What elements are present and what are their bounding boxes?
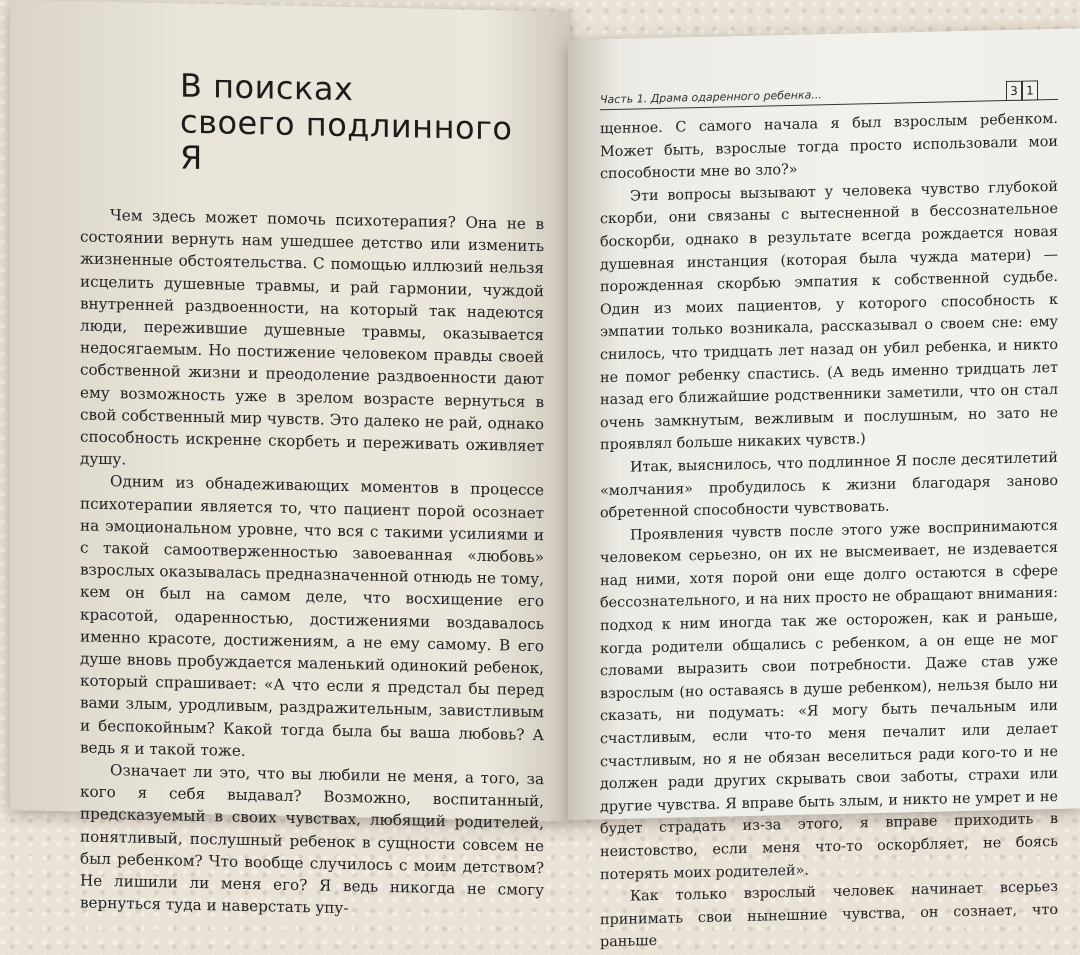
paragraph: Проявления чувств после этого уже воспринимаются человеком серьезно, он их не высмеивает, не издевается над ними, хотя порой они еще долго остаются в сфере бессознательного, и на них просто не обращают внимания: подход к ним иногда так же осторожен, как и раньше, когда родители общались с ребенком, а он еще не мог словами выразить свои потребности. Даже став уже взрослым (но оставаясь в душе ребенком), нельзя было ни сказать, ни подумать: «Я могу быть печальным или счастливым, если что-то меня печалит или делает счастливым, но я не обязан веселиться ради кого-то и не должен ради других скрывать свои заботы, страхи или другие чувства. Я вправе быть злым, и никто не умрет и не будет страдать из-за этого, я вправе приходить в неистовство, если меня что-то оскорбляет, не боясь потерять моих родителей». [600,517,1058,883]
paragraph: щенное. С самого начала я был взрослым ребенком. Может быть, взрослые тогда просто использовали мои способности мне во зло?» [600,110,1058,183]
paragraph: Эти вопросы вызывают у человека чувство глубокой скорби, они связаны с вытесненной в бессознательное боскорби, однако в результате всегда рождается новая душевная инстанция (которая была чужда матери) — порожденная скорбью эмпатия к собственной судьбе. Один из моих пациентов, у которого способность к эмпатии только возникала, рассказывал о своем сне: ему снилось, что тридцать лет назад он убил ребенка, и никто не помог ребенку спастись. (А ведь именно тридцать лет назад его ближайшие родственники заметили, что он стал очень замкнутым, вежливым и послушным, но зато не проявлял больше никаких чувств.) [600,178,1058,454]
page-number-digit: 3 [1006,81,1022,101]
chapter-title-line2: своего подлинного Я [180,102,513,178]
chapter-title-line1: В поисках [180,66,354,109]
paragraph: Означает ли это, что вы любили не меня, а того, за кого я себя выдавал? Возможно, воспитанный, предсказуемый в своих чувствах, любящий родителей, понятливый, послушный ребенок в сущности совсем не был ребенком? Что вообще случилось с моим детством? Не лишили ли меня его? Я ведь никогда не смогу вернуться туда и наверстать упу- [80,761,544,918]
right-page [568,28,1080,951]
left-page-text [80,203,544,923]
paragraph: Одним из обнадеживающих моментов в процессе психотерапии является то, что пациент порой осознает на эмоциональном уровне, что вся с такими усилиями и с такой самоотверженностью завоеванная «любовь» взрослых оказывалась предназначенной отнюдь не тому, кем он был на самом деле, что восхищение его красотой, одаренностью, достижениями воздавалось именно красоте, достижениям, а не ему самому. В его душе вновь пробуждается маленький одинокий ребенок, который спрашивает: «А что если я предстал бы перед вами злым, уродливым, раздражительным, завистливым и беспокойным? Какой тогда была бы ваша любовь? А ведь я и такой тоже. [80,472,544,760]
left-page [10,0,570,918]
paragraph: Чем здесь может помочь психотерапия? Она не в состоянии вернуть нам ушедшее детство или изменить жизненные обстоятельства. С помощью иллюзий нельзя исцелить душевные травмы, и рай гармонии, чуждой внутренней раздвоенности, на который так надеются люди, пережившие душевные травмы, оказывается недосягаемым. Но постижение человеком правды своей собственной жизни и преодоление раздвоенности дают ему возможность уже в зрелом возрасте вернуться в свой собственный мир чувств. Это далеко не рай, однако способность искренне скорбеть и переживать оживляет душу. [80,206,544,469]
right-page-text [600,108,1058,954]
running-header [600,75,1058,110]
running-header-title: Часть 1. Драма одаренного ребенка... [600,88,822,107]
paragraph: Итак, выяснилось, что подлинное Я после десятилетий «молчания» пробудилось к жизни благодаря заново обретенной способности чувствовать. [600,449,1058,522]
chapter-title [180,68,544,184]
paragraph: Как только взрослый человек начинает всерьез принимать свои нынешние чувства, он сознает, что раньше [600,879,1058,951]
page-number-digit: 1 [1022,80,1038,100]
page-number [1006,80,1038,101]
